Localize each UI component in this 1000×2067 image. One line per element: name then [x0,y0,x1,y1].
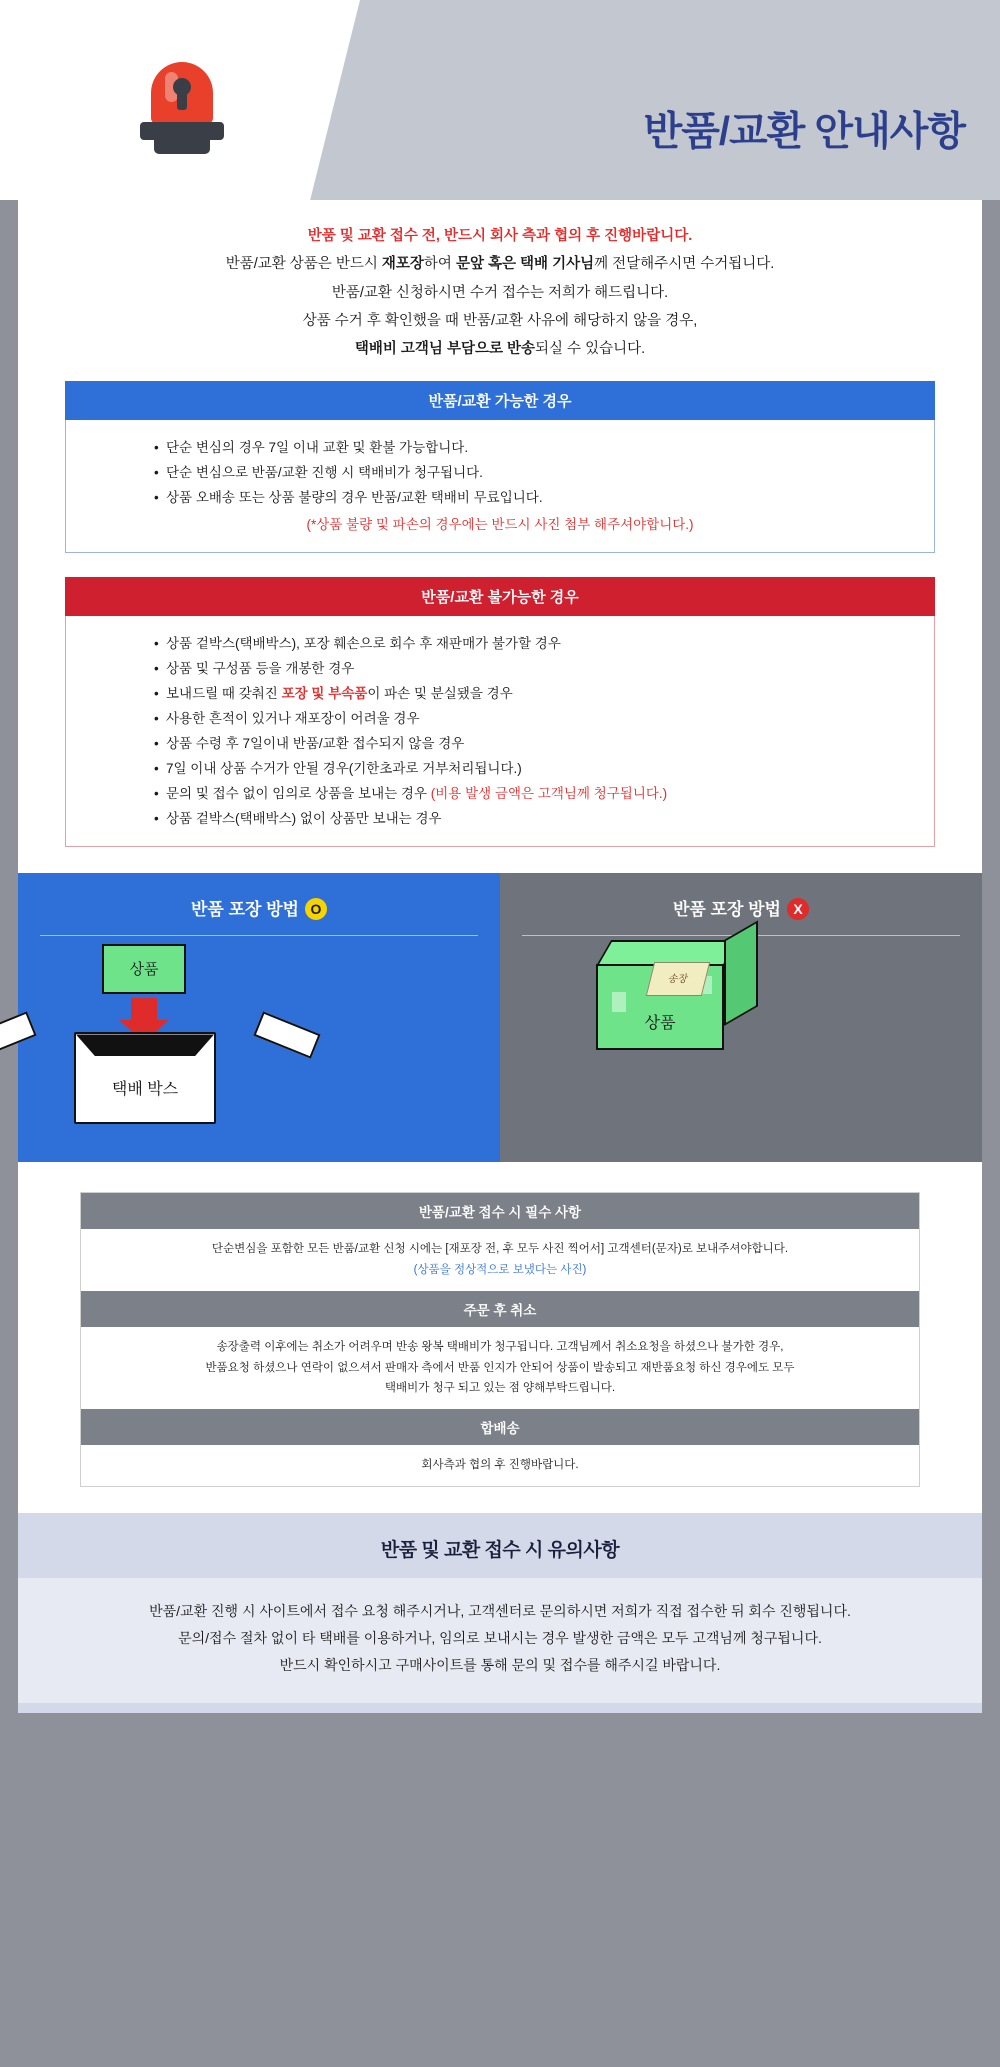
table-cell-note: (상품을 정상적으로 보냈다는 사진) [413,1264,587,1277]
page-header [0,0,1000,200]
open-box-interior [76,1034,214,1056]
list-item: • 상품 겉박스(택배박스) 없이 상품만 보내는 경우 [154,807,934,832]
check-no-badge: X [787,898,809,920]
footer-body [18,1578,982,1704]
intro-line-2-e: 께 전달해주시면 수거됩니다. [594,256,775,273]
intro-line-1: 반품 및 교환 접수 전, 반드시 회사 측과 협의 후 진행바랍니다. [307,228,693,244]
list-item: • 단순 변심으로 반품/교환 진행 시 택배비가 청구됩니다. [154,461,934,486]
table-row [81,1445,919,1486]
table-cell-line: 반품요청 하셨으나 연락이 없으셔서 판매자 측에서 반품 인지가 안되어 상품이 발송되고 재반품요청 하신 경우에도 모두 [205,1361,795,1374]
siren-base [140,122,224,140]
product-label-ok: 상품 [102,944,186,994]
packaging-wrong-panel [500,873,982,1163]
box-flap-right [253,1012,320,1059]
bottom-padding [0,1713,1000,1749]
footer-line: 반드시 확인하시고 구매사이트를 통해 문의 및 접수를 해주시길 바랍니다. [279,1657,721,1674]
box-flap-left [0,1012,37,1059]
packaging-comparison [18,873,982,1163]
closed-box-illustration [500,936,982,1162]
siren-foot [154,140,210,154]
intro-block [18,200,982,381]
waybill-slip-label: 송장 [646,962,710,996]
unavailable-list [66,632,934,832]
available-section-body [65,420,935,553]
intro-line-5 [28,335,972,363]
closed-box-side [724,921,758,1027]
spacer [18,553,982,577]
table-row-header: 주문 후 취소 [81,1291,919,1327]
table-cell-line: 회사측과 협의 후 진행바랍니다. [421,1458,579,1471]
unavailable-section-body [65,616,935,847]
intro-line-4: 상품 수거 후 확인했을 때 반품/교환 사유에 해당하지 않을 경우, [302,312,698,329]
list-item-post: 이 파손 및 분실됐을 경우 [367,686,513,702]
check-ok-badge: O [305,898,327,920]
available-section [65,381,935,553]
footer-line: 반품/교환 진행 시 사이트에서 접수 요청 해주시거나, 고객센터로 문의하시면 저희가 직접 접수한 뒤 회수 진행됩니다. [149,1602,851,1619]
product-label-no: 상품 [644,1015,676,1033]
footer-line: 문의/접수 절차 없이 타 택배를 이용하거나, 임의로 보내시는 경우 발생한 금액은 모두 고객님께 청구됩니다. [178,1629,822,1646]
unavailable-section-title: 반품/교환 불가능한 경우 [65,577,935,616]
packaging-wrong-title [500,873,982,936]
list-item-emphasis: 포장 및 부속품 [281,686,368,702]
packaging-wrong-title-text: 반품 포장 방법 [673,899,781,919]
table-cell-line: 단순변심을 포함한 모든 반품/교환 신청 시에는 [재포장 전, 후 모두 사진 찍어서] 고객센터(문자)로 보내주셔야합니다. [211,1243,789,1256]
available-section-title: 반품/교환 가능한 경우 [65,381,935,420]
packaging-correct-panel [18,873,500,1163]
siren-icon [140,62,224,156]
list-item [154,782,934,807]
siren-keyhole-stem [177,90,187,110]
list-item [154,682,934,707]
open-box-illustration [18,936,500,1162]
list-item: • 사용한 흔적이 있거나 재포장이 어려울 경우 [154,707,934,732]
list-item-pre: 보내드릴 때 갖춰진 [166,686,282,702]
table-cell-line: 택배비가 청구 되고 있는 점 양해부탁드립니다. [384,1382,616,1395]
intro-line-2-b: 재포장 [381,256,424,273]
table-cell-line: 송장출력 이후에는 취소가 어려우며 반송 왕복 택배비가 청구됩니다. 고객님께서 취소요청을 하셨으나 불가한 경우, [216,1340,784,1353]
packaging-correct-title [18,873,500,936]
list-item: • 7일 이내 상품 수거가 안될 경우(기한초과로 거부처리됩니다.) [154,757,934,782]
list-item: • 상품 및 구성품 등을 개봉한 경우 [154,657,934,682]
table-row-header: 반품/교환 접수 시 필수 사항 [81,1193,919,1229]
main-card [18,200,982,1713]
unavailable-section [65,577,935,847]
footer-title: 반품 및 교환 접수 시 유의사항 [380,1539,620,1561]
intro-line-3: 반품/교환 신청하시면 수거 접수는 저희가 해드립니다. [331,284,669,301]
list-item: • 상품 오배송 또는 상품 불량의 경우 반품/교환 택배비 무료입니다. [154,486,934,511]
list-item-note: (비용 발생 금액은 고객님께 청구됩니다.) [430,786,668,802]
intro-line-2-d: 문앞 혹은 택배 기사님 [455,256,595,273]
list-item: • 상품 수령 후 7일이내 반품/교환 접수되지 않을 경우 [154,732,934,757]
list-item: • 상품 겉박스(택배박스), 포장 훼손으로 회수 후 재판매가 불가할 경우 [154,632,934,657]
list-item: • 단순 변심의 경우 7일 이내 교환 및 환불 가능합니다. [154,436,934,461]
intro-line-2-c: 하여 [423,256,456,273]
table-row-header: 합배송 [81,1409,919,1445]
footer-section [18,1513,982,1714]
table-row [81,1229,919,1290]
tape-strip-1 [612,992,626,1012]
available-list [66,436,934,511]
shipping-box-label: 택배 박스 [111,1081,179,1099]
table-row [81,1327,919,1409]
available-note: (*상품 불량 및 파손의 경우에는 반드시 사진 첨부 해주셔야합니다.) [306,517,694,533]
requirements-table [80,1192,920,1486]
page-title: 반품/교환 안내사항 [643,109,965,154]
list-item-pre: 문의 및 접수 없이 임의로 상품을 보내는 경우 [166,786,431,802]
intro-line-2-a: 반품/교환 상품은 반드시 [225,256,382,273]
packaging-correct-title-text: 반품 포장 방법 [191,899,299,919]
intro-line-5-b: 되실 수 있습니다. [535,341,646,358]
intro-line-2 [28,250,972,278]
intro-line-5-a: 택배비 고객님 부담으로 반송 [354,341,536,358]
